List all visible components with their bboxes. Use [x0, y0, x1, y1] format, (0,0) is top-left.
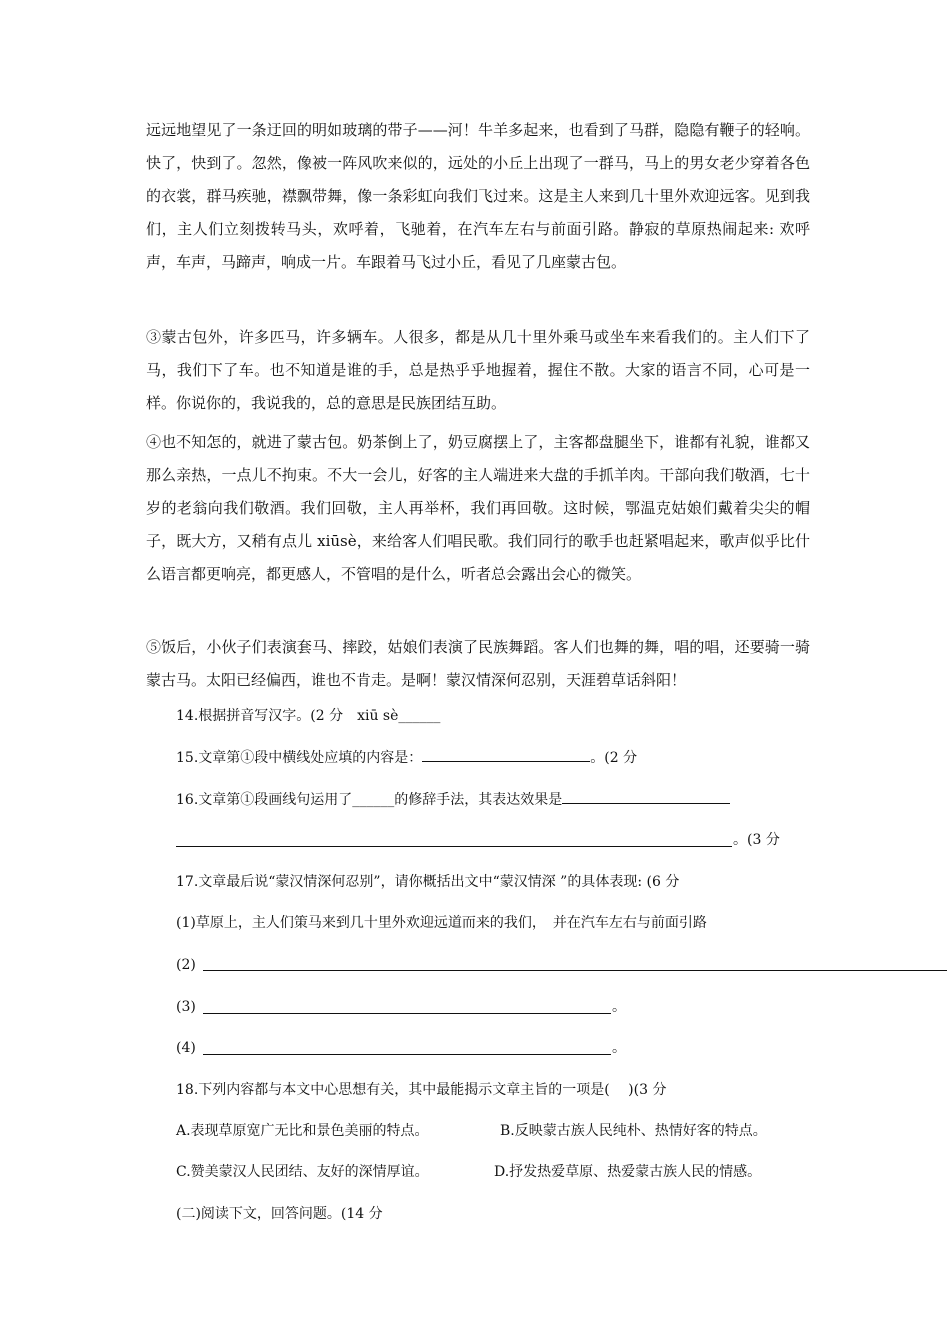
question-16-answer-blank[interactable] [562, 789, 730, 804]
question-16 [176, 789, 730, 810]
question-16-score: 。(3 分 [733, 832, 780, 848]
question-15 [176, 747, 637, 768]
question-17-item-1: (1)草原上，主人们策马来到几十里外欢迎远道而来的我们， 并在汽车左右与前面引路 [176, 915, 707, 931]
question-16-answer-line[interactable] [176, 846, 732, 847]
passage-paragraph-5: ⑤饭后，小伙子们表演套马、摔跤，姑娘们表演了民族舞蹈。客人们也舞的舞，唱的唱，还要骑一骑蒙古马。太阳已经偏西，谁也不肯走。是啊！蒙汉情深何忍别，天涯碧草话斜阳！ [146, 638, 810, 689]
question-17: 17.文章最后说“蒙汉情深何忍别”，请你概括出文中“蒙汉情深 ”的具体表现: (6 分 [176, 874, 680, 890]
question-17-item-3-answer-line[interactable] [203, 1013, 611, 1014]
question-15-score: 。(2 分 [590, 750, 638, 766]
passage-paragraph-1: 远远地望见了一条迂回的明如玻璃的带子——河！牛羊多起来，也看到了马群，隐隐有鞭子的轻响。快了，快到了。忽然，像被一阵风吹来似的，远处的小丘上出现了一群马，马上的男女老少穿着各色的衣裳，群马疾驰，襟飘带舞，像一条彩虹向我们飞过来。这是主人来到几十里外欢迎远客。见到我们，主人们立刻拨转马头，欢呼着，飞驰着，在汽车左右与前面引路。静寂的草原热闹起来: 欢呼声，车声，马蹄声，响成一片。车跟着马飞过小丘，看见了几座蒙古包。 [146, 121, 810, 271]
question-18-option-d: D.抒发热爱草原、热爱蒙古族人民的情感。 [494, 1164, 762, 1180]
question-17-item-3-end: 。 [612, 999, 626, 1015]
question-17-item-4-end: 。 [612, 1040, 626, 1056]
question-18: 18.下列内容都与本文中心思想有关，其中最能揭示文章主旨的一项是( )(3 分 [176, 1082, 667, 1098]
passage-paragraph-3: ③蒙古包外，许多匹马，许多辆车。人很多，都是从几十里外乘马或坐车来看我们的。主人们下了马，我们下了车。也不知道是谁的手，总是热乎乎地握着，握住不散。大家的语言不同，心可是一样。你说你的，我说我的，总的意思是民族团结互助。 [146, 328, 810, 412]
question-17-item-2-label: (2) [176, 957, 196, 973]
question-17-item-4-label: (4) [176, 1040, 196, 1056]
question-17-item-3-label: (3) [176, 999, 196, 1015]
question-18-option-c: C.赞美蒙汉人民团结、友好的深情厚谊。 [176, 1164, 429, 1180]
question-15-text: 15.文章第①段中横线处应填的内容是： [176, 750, 423, 766]
passage-paragraph-4: ④也不知怎的，就进了蒙古包。奶茶倒上了，奶豆腐摆上了，主客都盘腿坐下，谁都有礼貌，谁都又那么亲热，一点儿不拘束。不大一会儿，好客的主人端进来大盘的手抓羊肉。干部向我们敬酒，七十岁的老翁向我们敬酒。我们回敬，主人再举杯，我们再回敬。这时候，鄂温克姑娘们戴着尖尖的帽子，既大方，又稍有点儿 xiūsè，来给客人们唱民歌。我们同行的歌手也赶紧唱起来，歌声似乎比什么语言都更响亮，都更感人，不管唱的是什么，听者总会露出会心的微笑。 [146, 433, 810, 583]
question-14: 14.根据拼音写汉字。(2 分 xiū sè______ [176, 708, 441, 724]
question-18-option-b: B.反映蒙古族人民纯朴、热情好客的特点。 [500, 1123, 767, 1139]
question-17-item-2-answer-line[interactable] [203, 970, 947, 971]
question-16-text: 16.文章第①段画线句运用了______的修辞手法，其表达效果是 [176, 792, 563, 808]
question-15-answer-blank[interactable] [422, 747, 590, 762]
question-17-item-4-answer-line[interactable] [203, 1054, 611, 1055]
section-2-heading: (二)阅读下文，回答问题。(14 分 [176, 1206, 383, 1222]
question-18-option-a: A.表现草原宽广无比和景色美丽的特点。 [176, 1123, 429, 1139]
